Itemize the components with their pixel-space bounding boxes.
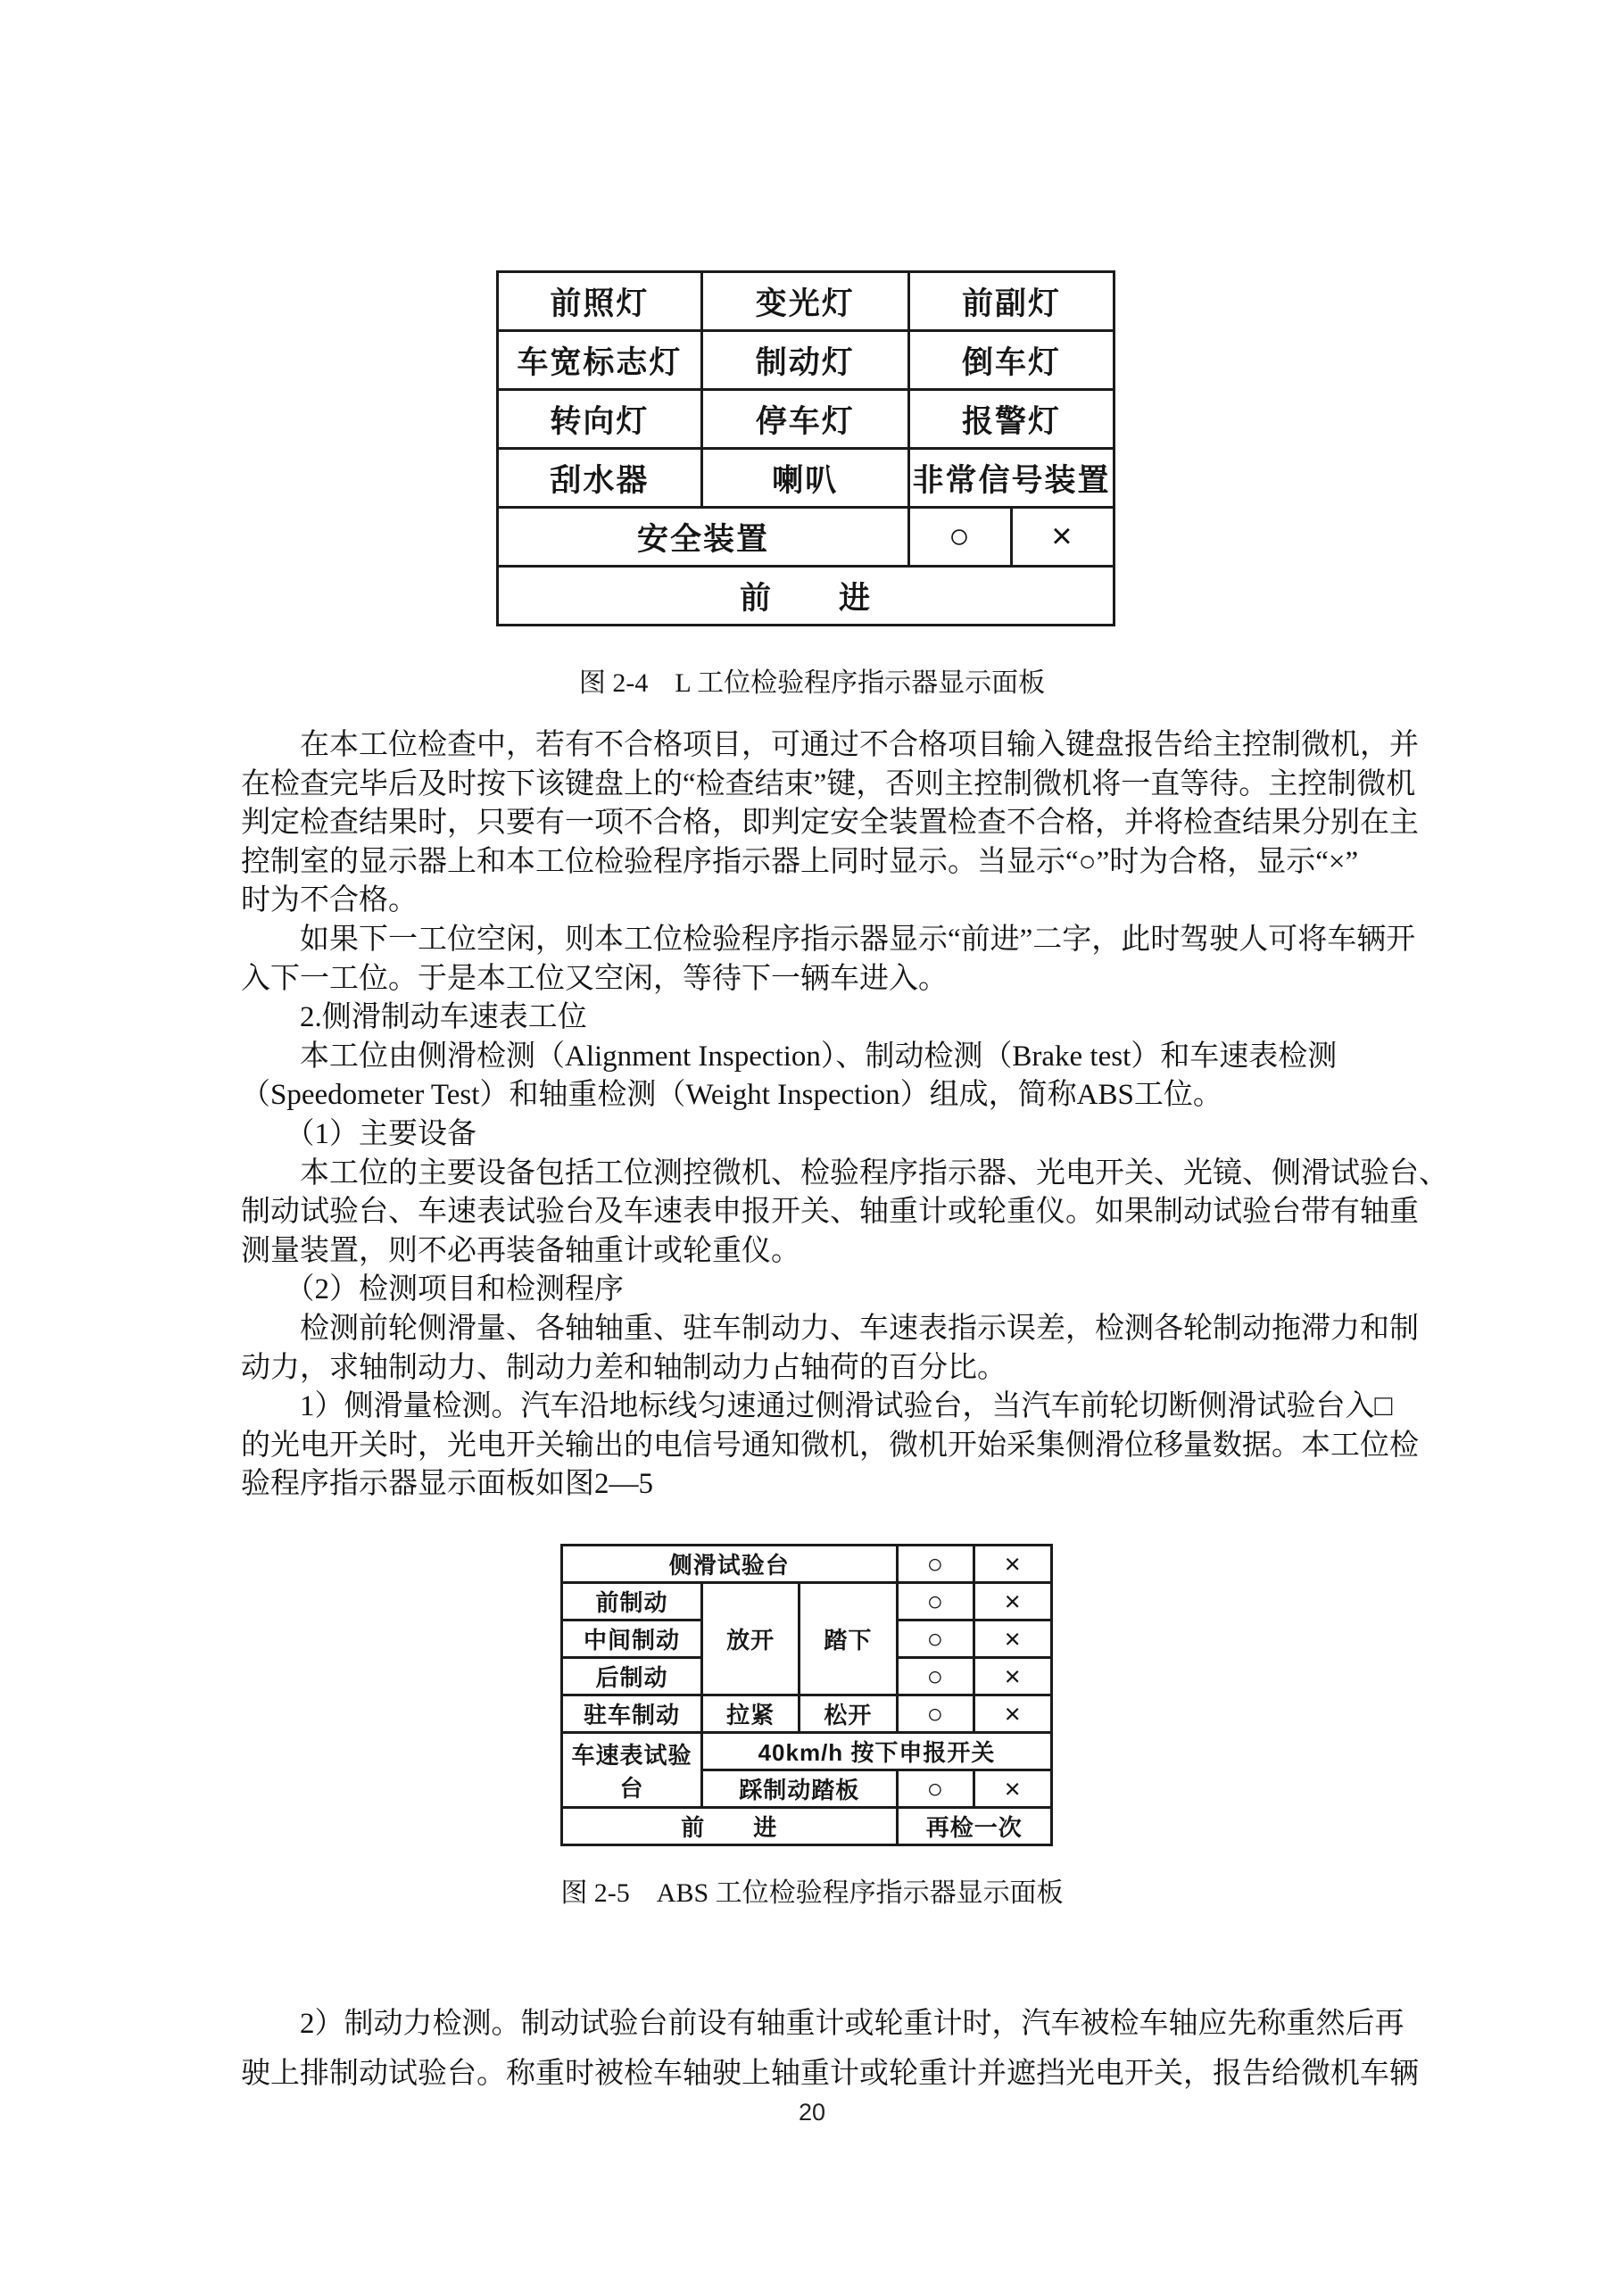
table-row (562, 1546, 1052, 1583)
fail-symbol: × (974, 1658, 1052, 1695)
fail-symbol: × (974, 1770, 1052, 1808)
table-row (498, 272, 1114, 331)
table-cell: 喇叭 (701, 449, 908, 508)
table-cell: 40km/h 按下申报开关 (702, 1733, 1052, 1770)
text-line: 1）侧滑量检测。汽车沿地标线匀速通过侧滑试验台，当汽车前轮切断侧滑试验台入□ (241, 1390, 1393, 1423)
text-line: 2）制动力检测。制动试验台前设有轴重计或轮重计时，汽车被检车轴应先称重然后再 (241, 2008, 1404, 2040)
table-row (562, 1695, 1052, 1733)
pass-symbol: ○ (897, 1770, 974, 1808)
table-cell: 安全装置 (498, 508, 909, 567)
text-line: 时为不合格。 (241, 884, 418, 917)
text-line: 驶上排制动试验台。称重时被检车轴驶上轴重计或轮重计并遮挡光电开关，报告给微机车辆 (241, 2058, 1419, 2090)
table-cell: 后制动 (562, 1658, 702, 1695)
text-line: （Speedometer Test）和轴重检测（Weight Inspection）组成，简称ABS工位。 (241, 1079, 1222, 1112)
text-line: 在检查完毕后及时按下该键盘上的“检查结束”键，否则主控制微机将一直等待。主控制微机 (241, 767, 1416, 800)
fail-symbol: × (974, 1583, 1052, 1620)
table-cell: 制动灯 (701, 331, 908, 390)
body-text (241, 726, 1448, 1504)
tail-text (241, 1999, 1419, 2099)
fig-2-5-abs-panel-table (560, 1544, 1053, 1846)
text-line: 本工位由侧滑检测（Alignment Inspection）、制动检测（Brake test）和车速表检测 (241, 1040, 1338, 1073)
table-row (498, 449, 1114, 508)
table-row (562, 1733, 1052, 1770)
text-line: 本工位的主要设备包括工位测控微机、检验程序指示器、光电开关、光镜、侧滑试验台、 (241, 1156, 1448, 1189)
table-cell: 驻车制动 (562, 1695, 702, 1733)
table-cell: 前 进 (562, 1808, 898, 1845)
text-line: 验程序指示器显示面板如图2—5 (241, 1468, 653, 1501)
text-line: （2）检测项目和检测程序 (241, 1273, 624, 1306)
table-cell: 停车灯 (701, 390, 908, 449)
table-row (498, 390, 1114, 449)
fail-symbol: × (974, 1620, 1052, 1658)
table-cell: 刮水器 (498, 449, 702, 508)
table-cell: 车速表试验台 (562, 1733, 702, 1808)
text-line: 在本工位检查中，若有不合格项目，可通过不合格项目输入键盘报告给主控制微机，并 (241, 729, 1419, 761)
table-cell: 非常信号装置 (908, 449, 1114, 508)
pass-symbol: ○ (897, 1695, 974, 1733)
text-line: 判定检查结果时，只要有一项不合格，即判定安全装置检查不合格，并将检查结果分别在主 (241, 807, 1419, 840)
pass-symbol: ○ (897, 1620, 974, 1658)
table-cell: 再检一次 (897, 1808, 1052, 1845)
pass-symbol: ○ (897, 1546, 974, 1583)
table-cell: 踩制动踏板 (702, 1770, 898, 1808)
table-row (498, 331, 1114, 390)
table-cell: 放开 (702, 1583, 800, 1695)
table-cell: 前照灯 (498, 272, 702, 331)
table-cell: 报警灯 (908, 390, 1114, 449)
text-line: 制动试验台、车速表试验台及车速表申报开关、轴重计或轮重仪。如果制动试验台带有轴重 (241, 1196, 1419, 1229)
text-line: 测量装置，则不必再装备轴重计或轮重仪。 (241, 1234, 800, 1267)
figure-caption: 图 2-4 L 工位检验程序指示器显示面板 (578, 668, 1046, 698)
table-row (562, 1583, 1052, 1620)
table-cell: 转向灯 (498, 390, 702, 449)
fail-symbol: × (1011, 508, 1114, 567)
table-cell: 踏下 (800, 1583, 897, 1695)
fail-symbol: × (974, 1695, 1052, 1733)
pass-symbol: ○ (897, 1583, 974, 1620)
table-row (498, 508, 1114, 567)
text-line: 控制室的显示器上和本工位检验程序指示器上同时显示。当显示“○”时为合格，显示“×” (241, 845, 1359, 878)
table-cell: 侧滑试验台 (562, 1546, 898, 1583)
table-cell: 拉紧 (702, 1695, 800, 1733)
pass-symbol: ○ (897, 1658, 974, 1695)
table-cell: 前制动 (562, 1583, 702, 1620)
text-line: 2.侧滑制动车速表工位 (241, 1001, 587, 1034)
fig-2-4-indicator-panel-table (496, 270, 1115, 626)
text-line: 的光电开关时，光电开关输出的电信号通知微机，微机开始采集侧滑位移量数据。本工位检 (241, 1429, 1419, 1462)
table-cell: 变光灯 (701, 272, 908, 331)
table-row (498, 567, 1114, 626)
page-number: 20 (798, 2099, 826, 2126)
table-cell: 倒车灯 (908, 331, 1114, 390)
table-cell: 前副灯 (908, 272, 1114, 331)
table-cell: 前 进 (498, 567, 1114, 626)
table-cell: 车宽标志灯 (498, 331, 702, 390)
text-line: 入下一工位。于是本工位又空闲，等待下一辆车进入。 (241, 962, 948, 995)
figure-caption: 图 2-5 ABS 工位检验程序指示器显示面板 (560, 1878, 1064, 1908)
pass-symbol: ○ (908, 508, 1011, 567)
text-line: 动力，求轴制动力、制动力差和轴制动力占轴荷的百分比。 (241, 1351, 1007, 1384)
fail-symbol: × (974, 1546, 1052, 1583)
text-line: （1）主要设备 (241, 1117, 476, 1150)
table-cell: 松开 (800, 1695, 897, 1733)
text-line: 如果下一工位空闲，则本工位检验程序指示器显示“前进”二字，此时驾驶人可将车辆开 (241, 923, 1416, 956)
table-cell: 中间制动 (562, 1620, 702, 1658)
text-line: 检测前轮侧滑量、各轴轴重、驻车制动力、车速表指示误差，检测各轮制动拖滞力和制 (241, 1312, 1419, 1345)
table-row (562, 1808, 1052, 1845)
